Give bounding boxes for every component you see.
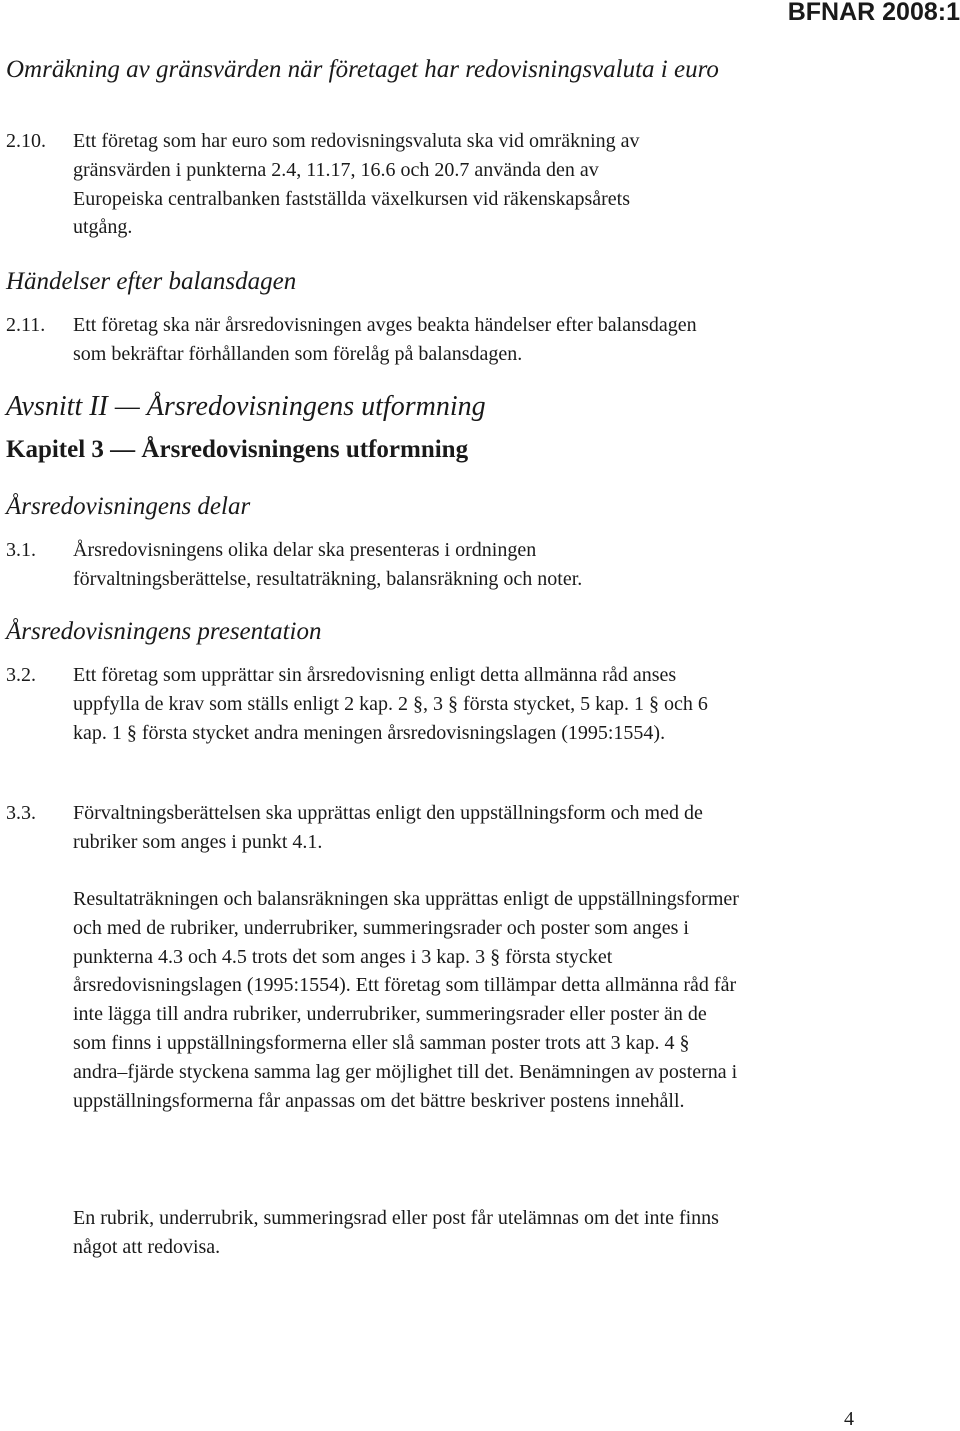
heading-delar: Årsredovisningens delar xyxy=(6,493,251,520)
paragraph-3-1 xyxy=(6,536,678,594)
paragraph-number: 3.2. xyxy=(6,664,36,686)
paragraph-3-2 xyxy=(6,661,718,747)
paragraph-2-11 xyxy=(6,311,706,369)
page-number: 4 xyxy=(844,1408,854,1430)
paragraph-text: Förvaltningsberättelsen ska upprättas enligt den uppställningsform och med de rubriker som anges i punkt 4.1. xyxy=(73,802,703,853)
document-id: BFNAR 2008:1 xyxy=(787,0,960,26)
paragraph-2-10 xyxy=(6,127,678,242)
paragraph-number: 3.3. xyxy=(6,802,36,824)
heading-omrakning: Omräkning av gränsvärden när företaget har redovisningsvaluta i euro xyxy=(6,56,719,83)
heading-kapitel: Kapitel 3 — Årsredovisningens utformning xyxy=(6,436,469,463)
paragraph-number: 2.10. xyxy=(6,130,46,152)
paragraph-text: Ett företag ska när årsredovisningen avges beakta händelser efter balansdagen som bekräftar förhållanden som förelåg på balansdagen. xyxy=(73,314,697,365)
paragraph-number: 3.1. xyxy=(6,539,36,561)
heading-handelser: Händelser efter balansdagen xyxy=(6,268,297,295)
paragraph-number: 2.11. xyxy=(6,314,46,336)
paragraph-3-3 xyxy=(6,799,741,857)
paragraph-3-3-continued: Resultaträkningen och balansräkningen ska upprättas enligt de uppställningsformer och med de rubriker, underrubriker, summeringsrader och poster som anges i punkterna 4.3 och 4.5 trots det som anges i 3 kap. 3 § första stycket årsredovisningslagen (1995:1554). Ett företag som tillämpar detta allmänna råd får inte lägga till andra rubriker, underrubriker, summeringsrader eller poster än de som finns i uppställningsformerna eller slå samman poster trots att 3 kap. 4 § andra–fjärde styckena samma lag ger möjlighet till det. Benämningen av posterna i uppställningsformerna får anpassas om det bättre beskriver postens innehåll. xyxy=(73,888,739,1112)
heading-avsnitt: Avsnitt II — Årsredovisningens utformning xyxy=(6,391,486,422)
paragraph-text: Årsredovisningens olika delar ska presenteras i ordningen förvaltningsberättelse, resultaträkning, balansräkning och noter. xyxy=(73,539,583,590)
paragraph-3-3-final: En rubrik, underrubrik, summeringsrad eller post får utelämnas om det inte finns något att redovisa. xyxy=(73,1207,719,1258)
paragraph-text: Ett företag som upprättar sin årsredovisning enligt detta allmänna råd anses uppfylla de krav som ställs enligt 2 kap. 2 §, 3 § första stycket, 5 kap. 1 § och 6 kap. 1 § första stycket andra meningen årsredovisningslagen (1995:1554). xyxy=(73,664,708,744)
paragraph-text: Ett företag som har euro som redovisningsvaluta ska vid omräkning av gränsvärden i punkterna 2.4, 11.17, 16.6 och 20.7 använda den av Europeiska centralbanken fastställda växelkursen vid räkenskapsårets utgång. xyxy=(73,130,640,239)
heading-presentation: Årsredovisningens presentation xyxy=(6,618,322,645)
